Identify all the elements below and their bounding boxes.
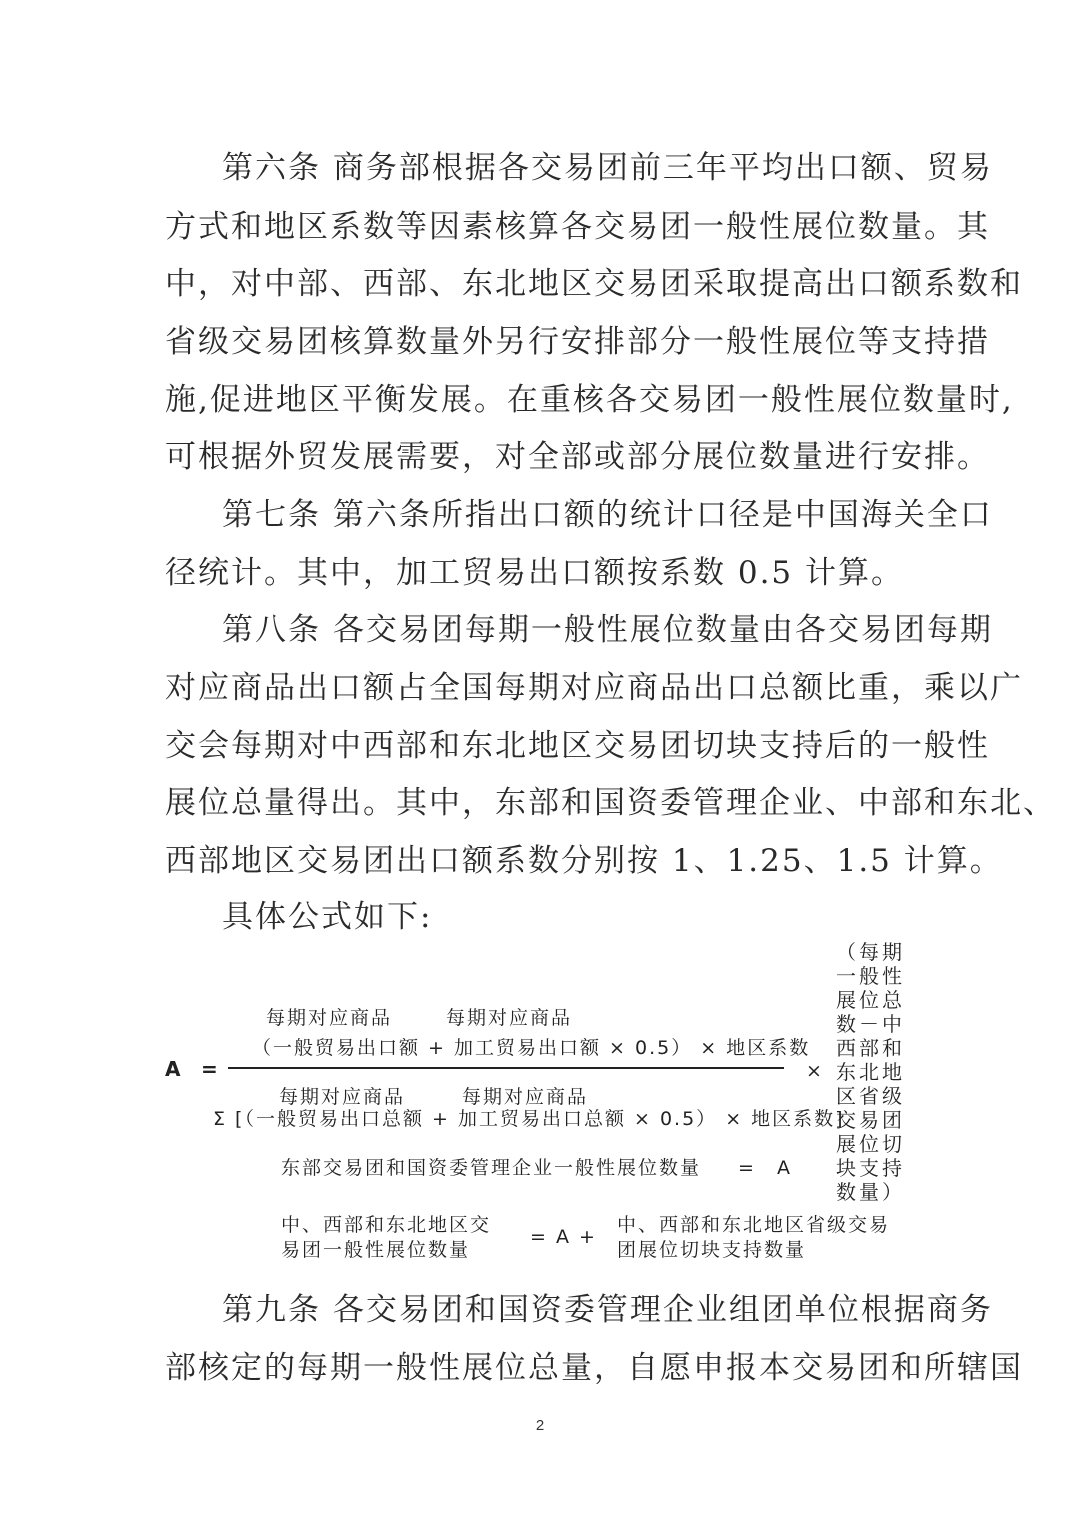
article-7-line-1: 第七条 第六条所指出口额的统计口径是中国海关全口	[222, 497, 993, 533]
central-formula-equals: = A +	[530, 1226, 597, 1248]
article-8-line-3: 交会每期对中西部和东北地区交易团切块支持后的一般性	[165, 728, 990, 764]
article-6-line-5: 施,促进地区平衡发展。在重核各交易团一般性展位数量时,	[165, 382, 1014, 418]
article-7-line-2: 径统计。其中，加工贸易出口额按系数 0.5 计算。	[165, 555, 905, 591]
article-6-line-1: 第六条 商务部根据各交易团前三年平均出口额、贸易	[222, 150, 993, 186]
article-8-line-4: 展位总量得出。其中，东部和国资委管理企业、中部和东北、	[165, 785, 1056, 821]
article-6-line-4: 省级交易团核算数量外另行安排部分一般性展位等支持措	[165, 324, 990, 360]
numerator-label-2: 每期对应商品	[446, 1007, 573, 1029]
multiply-sign: ×	[806, 1060, 824, 1082]
page-number: 2	[535, 1417, 545, 1434]
denominator: Σ [（一般贸易出口总额 + 加工贸易出口总额 × 0.5） × 地区系数]	[213, 1108, 845, 1130]
central-formula-label-2: 易团一般性展位数量	[281, 1239, 471, 1261]
east-formula-equals: =	[738, 1157, 756, 1179]
article-6-line-2: 方式和地区系数等因素核算各交易团一般性展位数量。其	[165, 209, 990, 245]
support-label-1: 中、西部和东北地区省级交易	[617, 1214, 891, 1236]
fraction-bar	[228, 1067, 784, 1069]
article-6-line-3: 中，对中部、西部、东北地区交易团采取提高出口额系数和	[165, 266, 1023, 302]
article-8-line-2: 对应商品出口额占全国每期对应商品出口总额比重，乘以广	[165, 670, 1023, 706]
numerator-label-1: 每期对应商品	[266, 1007, 393, 1029]
article-8-line-1: 第八条 各交易团每期一般性展位数量由各交易团每期	[222, 612, 993, 648]
article-6-line-6: 可根据外贸发展需要，对全部或部分展位数量进行安排。	[165, 439, 990, 475]
formula-equals: =	[201, 1057, 220, 1081]
numerator: （一般贸易出口额 + 加工贸易出口额 × 0.5） × 地区系数	[252, 1037, 811, 1059]
formula-lhs: A	[165, 1057, 183, 1081]
denominator-label-1: 每期对应商品	[279, 1086, 406, 1108]
denominator-label-2: 每期对应商品	[462, 1086, 589, 1108]
article-8-line-5: 西部地区交易团出口额系数分别按 1、1.25、1.5 计算。	[165, 843, 1003, 879]
support-label-2: 团展位切块支持数量	[617, 1239, 807, 1261]
side-factor: （每期一般性展位总数－中西部和东北地区省级交易团展位切块支持数量）	[836, 940, 905, 1204]
central-formula-label-1: 中、西部和东北地区交	[281, 1214, 492, 1236]
article-9-line-2: 部核定的每期一般性展位总量，自愿申报本交易团和所辖国	[165, 1350, 1023, 1386]
east-formula-value: A	[777, 1157, 792, 1179]
formula-intro: 具体公式如下:	[222, 899, 433, 935]
article-9-line-1: 第九条 各交易团和国资委管理企业组团单位根据商务	[222, 1292, 993, 1328]
east-formula-label: 东部交易团和国资委管理企业一般性展位数量	[281, 1157, 702, 1179]
